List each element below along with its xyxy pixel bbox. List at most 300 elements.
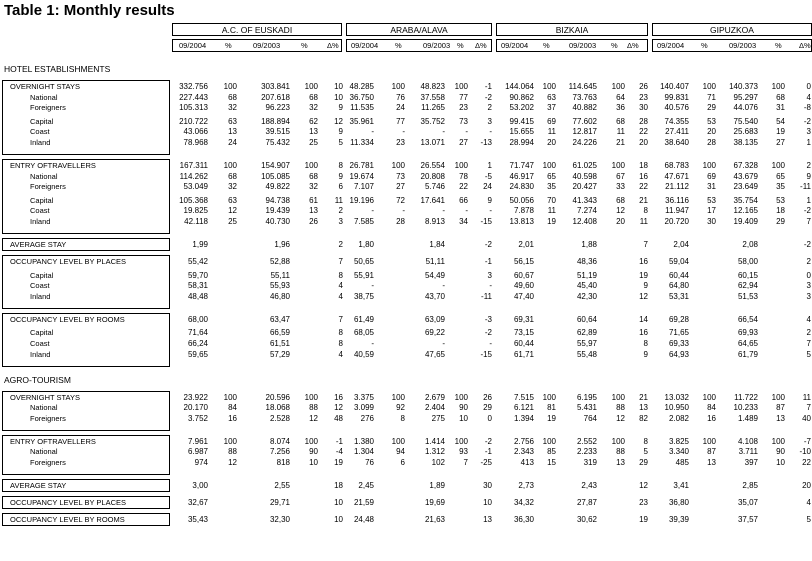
cell-value: 37 <box>547 103 556 113</box>
cell-value: 71.747 <box>509 161 534 170</box>
row-label: Capital <box>30 116 54 126</box>
cell-value: 0 <box>806 270 811 280</box>
cell-value: 100 <box>391 392 405 402</box>
cell-value: - <box>371 339 374 348</box>
row-label: Coast <box>30 206 50 216</box>
column-header: % <box>301 41 308 50</box>
cell-value: 100 <box>542 82 556 91</box>
cell-value: 2 <box>487 103 492 113</box>
cell-value: 53.202 <box>509 103 534 113</box>
cell-value: - <box>442 206 445 216</box>
cell-value: 28 <box>707 138 716 147</box>
cell-value: 46,80 <box>269 291 290 301</box>
cell-value: 53 <box>707 116 716 126</box>
cell-value: 36.116 <box>665 195 689 205</box>
cell-value: 20.427 <box>572 182 597 192</box>
cell-value: 24 <box>228 138 237 147</box>
cell-value: 13 <box>616 458 625 467</box>
cell-value: 68,00 <box>187 314 208 324</box>
row-label: Capital <box>30 270 54 280</box>
cell-value: 1,88 <box>581 240 597 249</box>
cell-value: 210.722 <box>179 116 208 126</box>
cell-value: 25.683 <box>733 127 758 137</box>
cell-value: 49.822 <box>265 182 290 192</box>
cell-value: 92 <box>396 403 405 413</box>
cell-value: 19 <box>776 127 785 137</box>
cell-value: - <box>442 339 445 348</box>
cell-value: 56,15 <box>513 257 534 266</box>
cell-value: 53 <box>776 195 785 205</box>
cell-value: 82 <box>639 413 648 423</box>
row-label: Coast <box>30 339 50 348</box>
cell-value: 100 <box>702 161 716 170</box>
cell-value: 12.165 <box>733 206 758 216</box>
cell-value: 12.817 <box>572 127 597 137</box>
cell-value: 154.907 <box>261 161 290 170</box>
cell-value: 13 <box>309 206 318 216</box>
cell-value: 24.226 <box>572 138 597 147</box>
cell-value: 2.756 <box>513 436 534 446</box>
cell-value: 55,11 <box>270 270 290 280</box>
cell-value: 33 <box>616 182 625 192</box>
cell-value: 34 <box>459 217 468 226</box>
cell-value: 100 <box>223 392 237 402</box>
row-label: Inland <box>30 217 51 226</box>
block-label: OVERNIGHT STAYS <box>10 392 81 402</box>
cell-value: 24,48 <box>353 515 374 524</box>
block-label: AVERAGE STAY <box>10 481 67 490</box>
cell-value: 40.598 <box>572 171 597 181</box>
row-label: Inland <box>30 138 51 147</box>
cell-value: 47.671 <box>664 171 689 181</box>
row-label: Foreigners <box>30 413 66 423</box>
cell-value: - <box>371 206 374 216</box>
cell-value: 17.641 <box>420 195 445 205</box>
cell-value: 23 <box>459 103 468 113</box>
cell-value: 58,00 <box>737 257 758 266</box>
cell-value: 167.311 <box>179 161 208 170</box>
cell-value: 4 <box>806 314 811 324</box>
cell-value: 12 <box>639 291 648 301</box>
cell-value: -11 <box>800 182 811 192</box>
column-header-row <box>652 39 812 52</box>
cell-value: 100 <box>391 161 405 170</box>
cell-value: 7 <box>338 257 343 266</box>
cell-value: 40.882 <box>572 103 597 113</box>
cell-value: 3 <box>487 270 492 280</box>
cell-value: 2,45 <box>358 481 374 490</box>
row-label: Capital <box>30 195 54 205</box>
cell-value: 60,44 <box>668 270 689 280</box>
cell-value: 8 <box>400 413 405 423</box>
cell-value: 21 <box>639 195 648 205</box>
cell-value: 12 <box>639 481 648 490</box>
cell-value: 68 <box>228 92 237 102</box>
cell-value: 764 <box>583 413 597 423</box>
cell-value: -11 <box>481 291 492 301</box>
cell-value: - <box>442 127 445 137</box>
cell-value: 4 <box>338 281 343 291</box>
cell-value: 52,88 <box>269 257 290 266</box>
block-label: ENTRY OFTRAVELLERS <box>10 161 96 170</box>
cell-value: 19 <box>639 270 648 280</box>
cell-value: 19 <box>547 217 556 226</box>
cell-value: 4 <box>806 498 811 507</box>
cell-value: 61 <box>309 195 318 205</box>
cell-value: 48.285 <box>349 82 374 91</box>
cell-value: 61,51 <box>269 339 290 348</box>
cell-value: 96.223 <box>265 103 290 113</box>
cell-value: 2,73 <box>518 481 534 490</box>
cell-value: 31 <box>776 103 785 113</box>
cell-value: 1 <box>806 195 811 205</box>
cell-value: 102 <box>431 458 445 467</box>
cell-value: 2 <box>806 257 811 266</box>
cell-value: 40.730 <box>265 217 290 226</box>
cell-value: 99.415 <box>509 116 534 126</box>
cell-value: -2 <box>484 436 492 446</box>
cell-value: 94 <box>396 447 405 457</box>
cell-value: 62 <box>309 116 318 126</box>
cell-value: 7 <box>643 240 648 249</box>
cell-value: 68,05 <box>353 328 374 338</box>
cell-value: 48 <box>334 413 343 423</box>
cell-value: 100 <box>702 82 716 91</box>
cell-value: 5 <box>643 447 648 457</box>
cell-value: 1,99 <box>192 240 208 249</box>
cell-value: 12.408 <box>572 217 597 226</box>
cell-value: -3 <box>484 314 492 324</box>
cell-value: 87 <box>776 403 785 413</box>
cell-value: 22 <box>639 127 648 137</box>
region-header: GIPUZKOA <box>652 23 812 36</box>
cell-value: 51,19 <box>576 270 597 280</box>
cell-value: 188.894 <box>261 116 290 126</box>
cell-value: 68.783 <box>664 161 689 170</box>
cell-value: 100 <box>771 161 785 170</box>
cell-value: 6.195 <box>576 392 597 402</box>
cell-value: 27.411 <box>665 127 689 137</box>
cell-value: 63,47 <box>269 314 290 324</box>
cell-value: 95.297 <box>733 92 758 102</box>
cell-value: 69,28 <box>668 314 689 324</box>
column-header: 09/2004 <box>501 41 529 50</box>
cell-value: 8 <box>338 339 343 348</box>
cell-value: 29,71 <box>269 498 290 507</box>
cell-value: 20 <box>616 217 625 226</box>
cell-value: -1 <box>484 257 492 266</box>
cell-value: 68 <box>776 92 785 102</box>
cell-value: 90.862 <box>509 92 534 102</box>
cell-value: 26 <box>483 392 492 402</box>
cell-value: 90 <box>459 403 468 413</box>
column-header: % <box>775 41 782 50</box>
cell-value: 57,29 <box>269 349 290 359</box>
cell-value: 16 <box>228 413 237 423</box>
block-label: ENTRY OFTRAVELLERS <box>10 436 96 446</box>
cell-value: 5.746 <box>424 182 445 192</box>
cell-value: 85 <box>547 447 556 457</box>
cell-value: 413 <box>520 458 534 467</box>
cell-value: 38.135 <box>733 138 758 147</box>
cell-value: 10.233 <box>733 403 758 413</box>
cell-value: 55,91 <box>353 270 374 280</box>
cell-value: 20.170 <box>183 403 208 413</box>
cell-value: 1.394 <box>513 413 534 423</box>
cell-value: 100 <box>391 82 405 91</box>
column-header: % <box>395 41 402 50</box>
cell-value: 19 <box>334 458 343 467</box>
cell-value: 100 <box>542 392 556 402</box>
cell-value: 67 <box>616 171 625 181</box>
cell-value: 7.274 <box>576 206 597 216</box>
cell-value: 105.368 <box>179 195 208 205</box>
row-label: Foreigners <box>30 103 66 113</box>
cell-value: 10 <box>776 458 785 467</box>
cell-value: 1.304 <box>353 447 374 457</box>
cell-value: 2.404 <box>424 403 445 413</box>
cell-value: 71 <box>707 92 716 102</box>
cell-value: 18.068 <box>265 403 290 413</box>
cell-value: 2,04 <box>673 240 689 249</box>
cell-value: 73.763 <box>572 92 597 102</box>
cell-value: -2 <box>803 240 811 249</box>
cell-value: 3.099 <box>353 403 374 413</box>
cell-value: 20.596 <box>265 392 290 402</box>
cell-value: 26.781 <box>349 161 374 170</box>
cell-value: 10.950 <box>664 403 689 413</box>
block-label: AVERAGE STAY <box>10 240 67 249</box>
block-label: OVERNIGHT STAYS <box>10 82 81 91</box>
cell-value: 68 <box>309 92 318 102</box>
row-label: Foreigners <box>30 458 66 467</box>
row-label: Foreigners <box>30 182 66 192</box>
cell-value: 66 <box>459 195 468 205</box>
cell-value: 10 <box>334 498 343 507</box>
cell-value: 1.380 <box>353 436 374 446</box>
cell-value: 7.256 <box>269 447 290 457</box>
cell-value: 13 <box>776 413 785 423</box>
cell-value: 100 <box>771 82 785 91</box>
cell-value: 7 <box>338 314 343 324</box>
cell-value: 65 <box>776 171 785 181</box>
cell-value: 8 <box>643 339 648 348</box>
cell-value: 22 <box>639 182 648 192</box>
cell-value: 9 <box>338 103 343 113</box>
cell-value: 88 <box>616 447 625 457</box>
cell-value: 19.825 <box>183 206 208 216</box>
cell-value: 71,65 <box>668 328 689 338</box>
cell-value: 105.313 <box>179 103 208 113</box>
cell-value: 3 <box>806 291 811 301</box>
cell-value: 100 <box>304 392 318 402</box>
cell-value: 36.750 <box>349 92 374 102</box>
column-header: Δ% <box>327 41 339 50</box>
cell-value: 75.540 <box>733 116 758 126</box>
cell-value: 64,93 <box>668 349 689 359</box>
cell-value: 88 <box>228 447 237 457</box>
cell-value: 66,54 <box>737 314 758 324</box>
region-header: BIZKAIA <box>496 23 648 36</box>
cell-value: 37.558 <box>420 92 445 102</box>
cell-value: 67.328 <box>733 161 758 170</box>
cell-value: -2 <box>803 116 811 126</box>
cell-value: 3,41 <box>673 481 689 490</box>
cell-value: 100 <box>304 436 318 446</box>
cell-value: 47,65 <box>424 349 445 359</box>
cell-value: -13 <box>480 138 492 147</box>
cell-value: 332.756 <box>179 82 208 91</box>
cell-value: 7.878 <box>513 206 534 216</box>
cell-value: 3,00 <box>192 481 208 490</box>
cell-value: 7 <box>463 458 468 467</box>
cell-value: 23.649 <box>733 182 758 192</box>
cell-value: 23 <box>639 498 648 507</box>
cell-value: 12 <box>228 458 237 467</box>
cell-value: 32,30 <box>269 515 290 524</box>
cell-value: 11.265 <box>421 103 445 113</box>
cell-value: 55,48 <box>576 349 597 359</box>
cell-value: 53 <box>707 195 716 205</box>
cell-value: 49,60 <box>513 281 534 291</box>
column-header: 09/2003 <box>423 41 451 50</box>
cell-value: 7.107 <box>353 182 374 192</box>
cell-value: 207.618 <box>261 92 290 102</box>
cell-value: 7 <box>806 339 811 348</box>
cell-value: 54 <box>776 116 785 126</box>
cell-value: 100 <box>771 392 785 402</box>
cell-value: 9 <box>643 281 648 291</box>
cell-value: 27 <box>776 138 785 147</box>
cell-value: 21 <box>639 392 648 402</box>
cell-value: 12 <box>309 413 318 423</box>
cell-value: 36,80 <box>668 498 689 507</box>
cell-value: 40.576 <box>664 103 689 113</box>
cell-value: -10 <box>799 447 811 457</box>
cell-value: 62,89 <box>576 328 597 338</box>
column-header: % <box>457 41 464 50</box>
cell-value: 29 <box>776 217 785 226</box>
cell-value: 10 <box>483 498 492 507</box>
column-header: 09/2004 <box>179 41 207 50</box>
cell-value: 23.922 <box>183 392 208 402</box>
cell-value: 485 <box>675 458 689 467</box>
cell-value: 50,65 <box>353 257 374 266</box>
cell-value: 19.196 <box>349 195 374 205</box>
cell-value: 32,67 <box>187 498 208 507</box>
cell-value: 70 <box>547 195 556 205</box>
cell-value: 24.830 <box>509 182 534 192</box>
cell-value: 105.085 <box>261 171 290 181</box>
cell-value: 6 <box>338 182 343 192</box>
cell-value: - <box>465 206 468 216</box>
cell-value: 74.355 <box>664 116 689 126</box>
cell-value: 59,70 <box>187 270 208 280</box>
cell-value: 9 <box>643 349 648 359</box>
cell-value: 60,67 <box>513 270 534 280</box>
cell-value: 7.515 <box>513 392 534 402</box>
cell-value: 2 <box>338 206 343 216</box>
block-label: OCCUPANCY LEVEL BY ROOMS <box>10 515 125 524</box>
cell-value: - <box>442 281 445 291</box>
cell-value: 11.535 <box>350 103 374 113</box>
cell-value: 1.414 <box>424 436 445 446</box>
cell-value: 9 <box>338 171 343 181</box>
region-header: A.C. OF EUSKADI <box>172 23 342 36</box>
cell-value: 2.343 <box>513 447 534 457</box>
cell-value: 84 <box>707 403 716 413</box>
cell-value: 39.515 <box>265 127 290 137</box>
cell-value: 18 <box>334 481 343 490</box>
cell-value: - <box>489 339 492 348</box>
cell-value: 11 <box>639 217 648 226</box>
cell-value: 68 <box>309 171 318 181</box>
cell-value: -15 <box>480 349 492 359</box>
cell-value: 6.987 <box>187 447 208 457</box>
cell-value: 2.528 <box>269 413 290 423</box>
cell-value: 90 <box>776 447 785 457</box>
cell-value: 35,07 <box>737 498 758 507</box>
cell-value: - <box>465 127 468 137</box>
cell-value: 73 <box>459 116 468 126</box>
cell-value: 818 <box>276 458 290 467</box>
cell-value: 18 <box>776 206 785 216</box>
cell-value: - <box>489 281 492 291</box>
cell-value: 100 <box>611 436 625 446</box>
cell-value: 76 <box>396 92 405 102</box>
cell-value: 55,97 <box>576 339 597 348</box>
cell-value: 24 <box>396 103 405 113</box>
cell-value: 21.112 <box>665 182 689 192</box>
cell-value: 19.439 <box>265 206 290 216</box>
cell-value: 100 <box>391 436 405 446</box>
cell-value: 22 <box>459 182 468 192</box>
cell-value: 40 <box>802 413 811 423</box>
cell-value: 35.752 <box>420 116 445 126</box>
cell-value: 1,84 <box>429 240 445 249</box>
cell-value: 2,08 <box>742 240 758 249</box>
cell-value: 397 <box>744 458 758 467</box>
cell-value: 2,01 <box>518 240 534 249</box>
cell-value: 12 <box>334 116 343 126</box>
cell-value: 974 <box>194 458 208 467</box>
row-label: Capital <box>30 328 54 338</box>
cell-value: 19.409 <box>733 217 758 226</box>
cell-value: 36,30 <box>513 515 534 524</box>
cell-value: 61,49 <box>353 314 374 324</box>
cell-value: 59,04 <box>668 257 689 266</box>
cell-value: 18 <box>639 161 648 170</box>
cell-value: 23 <box>639 92 648 102</box>
cell-value: 35.961 <box>349 116 374 126</box>
cell-value: 21 <box>616 138 625 147</box>
cell-value: 100 <box>454 392 468 402</box>
column-header: 09/2004 <box>657 41 685 50</box>
cell-value: -1 <box>484 447 492 457</box>
cell-value: 65 <box>547 171 556 181</box>
cell-value: 58,31 <box>187 281 208 291</box>
cell-value: 31 <box>707 182 716 192</box>
cell-value: 1,89 <box>429 481 445 490</box>
cell-value: 55,42 <box>187 257 208 266</box>
cell-value: 13 <box>228 127 237 137</box>
cell-value: 60,64 <box>576 314 597 324</box>
cell-value: 3.752 <box>187 413 208 423</box>
cell-value: 29 <box>483 403 492 413</box>
row-label: National <box>30 447 58 457</box>
cell-value: 51,11 <box>425 257 445 266</box>
cell-value: 275 <box>431 413 445 423</box>
